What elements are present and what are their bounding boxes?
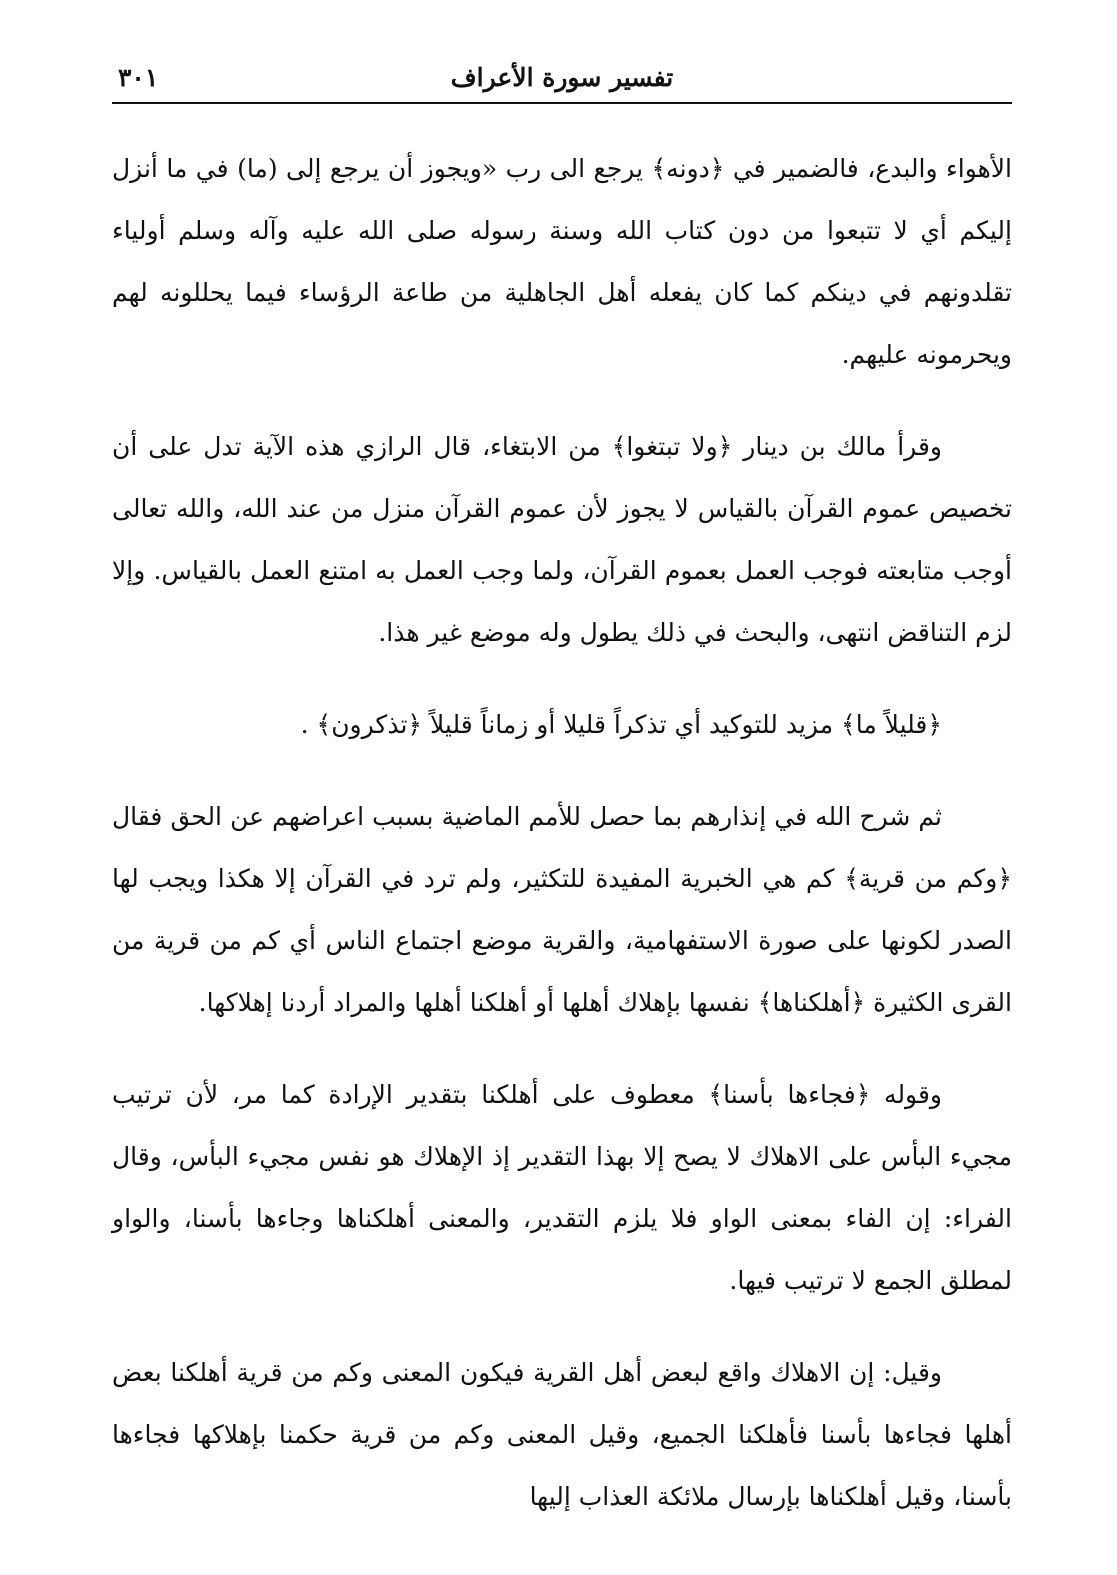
page-number: ٣٠١ xyxy=(118,63,159,92)
paragraph: ثم شرح الله في إنذارهم بما حصل للأمم الماضية بسبب اعراضهم عن الحق فقال ﴿وكم من قرية﴾ كم هي الخبرية المفيدة للتكثير، ولم ترد في القرآن إلا هكذا ويجب لها الصدر لكونها على صورة الاستفهامية، والقرية موضع اجتماع الناس أي كم من قرية من القرى الكثيرة ﴿أهلكناها﴾ نفسها بإهلاك أهلها أو أهلكنا أهلها والمراد أردنا إهلاكها. xyxy=(112,802,1012,1017)
paragraph: ﴿قليلاً ما﴾ مزيد للتوكيد أي تذكراً قليلا أو زماناً قليلاً ﴿تذكرون﴾ . xyxy=(300,710,942,739)
paragraph: وقيل: إن الاهلاك واقع لبعض أهل القرية فيكون المعنى وكم من قرية أهلكنا بعض أهلها فجاءها بأسنا فأهلكنا الجميع، وقيل المعنى وكم من قرية حكمنا بإهلاكها فجاءها بأسنا، وقيل أهلكناها بإرسال ملائكة العذاب إليها xyxy=(112,1358,1012,1511)
header-rule xyxy=(112,102,1012,104)
header-title: تفسير سورة الأعراف xyxy=(450,63,674,92)
paragraph: الأهواء والبدع، فالضمير في ﴿دونه﴾ يرجع الى رب «ويجوز أن يرجع إلى (ما) في ما أنزل إليكم أي لا تتبعوا من دون كتاب الله وسنة رسوله صلى الله عليه وآله وسلم أولياء تقلدونهم في دينكم كما كان يفعله أهل الجاهلية من طاعة الرؤساء فيما يحللونه لهم ويحرمونه عليهم. xyxy=(112,154,1012,369)
paragraph: وقوله ﴿فجاءها بأسنا﴾ معطوف على أهلكنا بتقدير الإرادة كما مر، لأن ترتيب مجيء البأس على الاهلاك لا يصح إلا بهذا التقدير إذ الإهلاك هو نفس مجيء البأس، وقال الفراء: إن الفاء بمعنى الواو فلا يلزم التقدير، والمعنى أهلكناها وجاءها بأسنا، والواو لمطلق الجمع لا ترتيب فيها. xyxy=(112,1080,1012,1295)
body-text xyxy=(112,138,1012,1558)
paragraph: وقرأ مالك بن دينار ﴿ولا تبتغوا﴾ من الابتغاء، قال الرازي هذه الآية تدل على أن تخصيص عموم القرآن بالقياس لا يجوز لأن عموم القرآن منزل من عند الله، والله تعالى أوجب متابعته فوجب العمل بعموم القرآن، ولما وجب العمل به امتنع العمل بالقياس. وإلا لزم التناقض انتهى، والبحث في ذلك يطول وله موضع غير هذا. xyxy=(112,432,1012,647)
running-header xyxy=(112,58,1012,100)
